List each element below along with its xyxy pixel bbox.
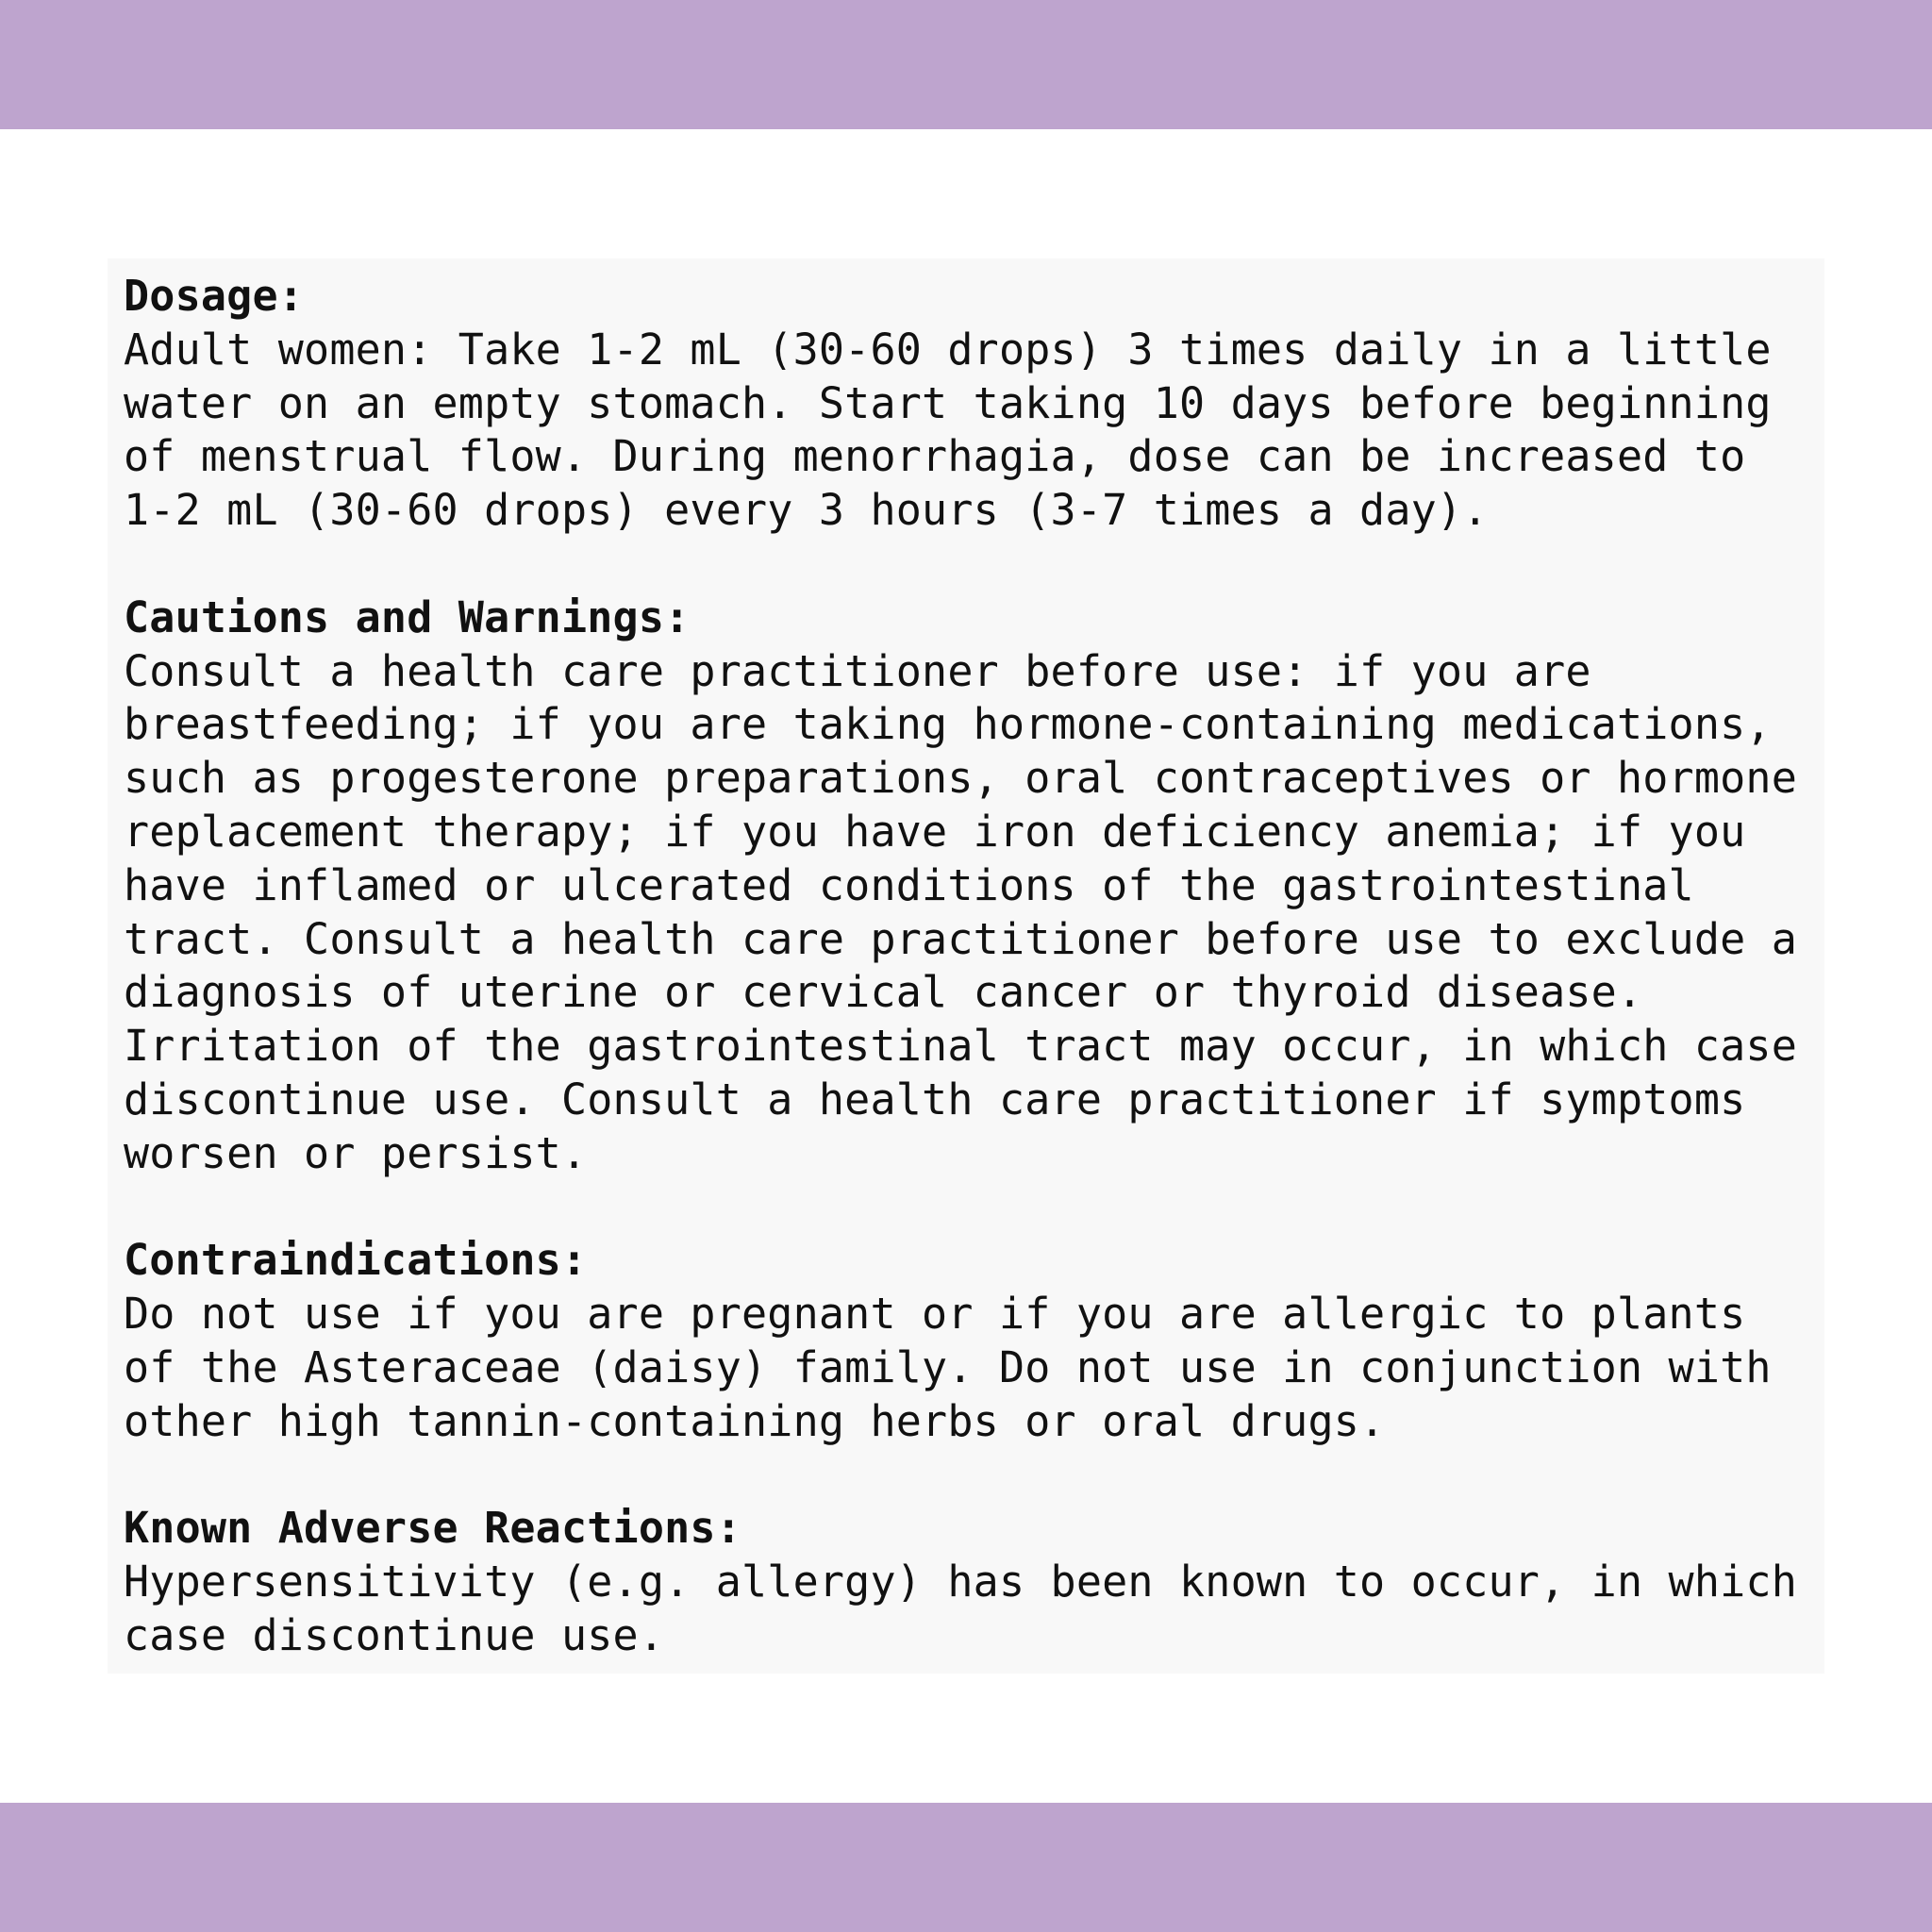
contraindications-section bbox=[124, 1234, 1815, 1448]
cautions-heading: Cautions and Warnings: bbox=[124, 591, 691, 642]
dosage-line: water on an empty stomach. Start taking 10 days before beginning bbox=[124, 377, 1772, 428]
cautions-line: replacement therapy; if you have iron deficiency anemia; if you bbox=[124, 806, 1746, 857]
adverse-reactions-line: Hypersensitivity (e.g. allergy) has been known to occur, in which bbox=[124, 1557, 1797, 1607]
adverse-reactions-heading: Known Adverse Reactions: bbox=[124, 1503, 742, 1554]
contraindications-line: Do not use if you are pregnant or if you are allergic to plants bbox=[124, 1289, 1746, 1340]
cautions-line: breastfeeding; if you are taking hormone-containing medications, bbox=[124, 699, 1772, 750]
dosage-heading: Dosage: bbox=[124, 271, 305, 321]
contraindications-heading: Contraindications: bbox=[124, 1235, 588, 1286]
bottom-color-band bbox=[0, 1803, 1932, 1932]
cautions-line: Consult a health care practitioner before use: if you are bbox=[124, 645, 1591, 696]
cautions-line: Irritation of the gastrointestinal tract may occur, in which case bbox=[124, 1021, 1797, 1072]
cautions-line: worsen or persist. bbox=[124, 1127, 588, 1178]
cautions-line: diagnosis of uterine or cervical cancer or thyroid disease. bbox=[124, 967, 1643, 1018]
dosage-line: 1-2 mL (30-60 drops) every 3 hours (3-7 times a day). bbox=[124, 485, 1489, 536]
dosage-line: Adult women: Take 1-2 mL (30-60 drops) 3 times daily in a little bbox=[124, 324, 1772, 375]
top-color-band bbox=[0, 0, 1932, 129]
dosage-section bbox=[124, 270, 1815, 538]
dosage-line: of menstrual flow. During menorrhagia, dose can be increased to bbox=[124, 431, 1746, 482]
cautions-line: have inflamed or ulcerated conditions of the gastrointestinal bbox=[124, 859, 1694, 910]
label-text-panel bbox=[108, 258, 1824, 1674]
cautions-line: tract. Consult a health care practitioner before use to exclude a bbox=[124, 913, 1797, 964]
contraindications-line: of the Asteraceae (daisy) family. Do not use in conjunction with bbox=[124, 1341, 1772, 1392]
cautions-line: discontinue use. Consult a health care practitioner if symptoms bbox=[124, 1074, 1746, 1124]
cautions-line: such as progesterone preparations, oral contraceptives or hormone bbox=[124, 753, 1797, 804]
adverse-reactions-line: case discontinue use. bbox=[124, 1609, 665, 1660]
contraindications-line: other high tannin-containing herbs or oral drugs. bbox=[124, 1395, 1386, 1446]
cautions-section bbox=[124, 591, 1815, 1181]
adverse-reactions-section bbox=[124, 1502, 1815, 1662]
